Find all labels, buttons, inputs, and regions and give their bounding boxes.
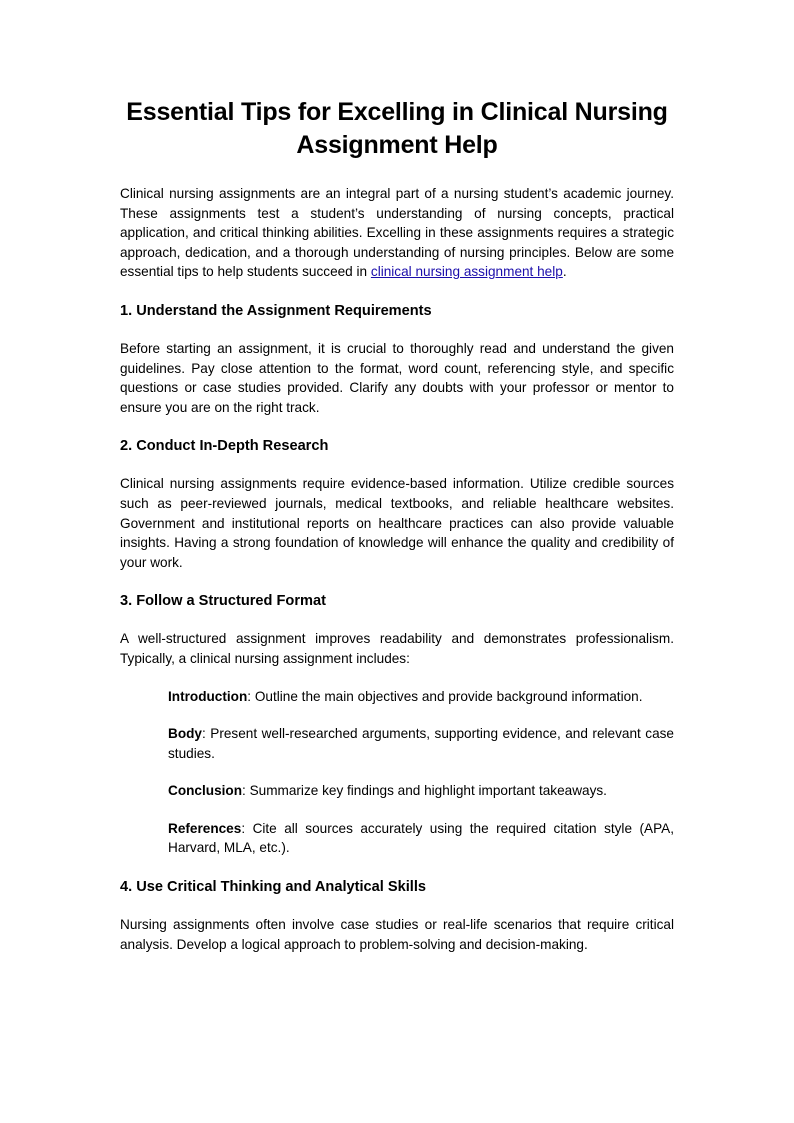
format-desc: : Cite all sources accurately using the required citation style (APA, Harvard, MLA, etc.). <box>168 820 674 856</box>
section-body-2: Clinical nursing assignments require evidence-based information. Utilize credible sources such as peer-reviewed journals, medical textbooks, and reliable healthcare websites. Government and institutional reports on healthcare practices can also provide valuable insights. Having a strong foundation of knowledge will enhance the quality and credibility of your work. <box>120 476 674 570</box>
section-body-4: Nursing assignments often involve case studies or real-life scenarios that require critical analysis. Develop a logical approach to problem-solving and decision-making. <box>120 917 674 952</box>
section-heading-2: 2. Conduct In-Depth Research <box>120 438 329 455</box>
section-body-3: A well-structured assignment improves readability and demonstrates professionalism. Typically, a clinical nursing assignment includes: <box>120 631 674 666</box>
format-term: Introduction <box>168 688 248 704</box>
intro-after-link: . <box>562 264 567 280</box>
section-heading-4: 4. Use Critical Thinking and Analytical Skills <box>120 879 427 896</box>
intro-text: Clinical nursing assignments are an integral part of a nursing student’s academic journey. These assignments test a student’s understanding of nursing concepts, practical application, and critical thinking abilities. Excelling in these assignments requires a strategic approach, dedication, and a thorough understanding of nursing principles. Below are some essential tips to help students succeed in <box>120 186 674 280</box>
format-term: Body <box>168 726 202 742</box>
format-term: Conclusion <box>168 783 243 799</box>
section-heading-1: 1. Understand the Assignment Requirements <box>120 302 432 319</box>
document-page <box>120 96 674 954</box>
section-body-1: Before starting an assignment, it is crucial to thoroughly read and understand the given guidelines. Pay close attention to the format, word count, referencing style, and specific questions or case studies provided. Clarify any doubts with your professor or mentor to ensure you are on the right track. <box>120 340 674 415</box>
document-title: Essential Tips for Excelling in Clinical Nursing Assignment Help <box>126 98 668 159</box>
format-item-references <box>168 819 674 858</box>
clinical-nursing-assignment-help-link[interactable]: clinical nursing assignment help <box>370 264 563 280</box>
format-item-conclusion <box>168 781 674 801</box>
format-term: References <box>168 820 242 836</box>
format-list <box>168 687 674 859</box>
format-desc: : Present well-researched arguments, supporting evidence, and relevant case studies. <box>168 726 674 761</box>
intro-paragraph <box>120 184 674 282</box>
format-item-body <box>168 724 674 763</box>
format-desc: : Outline the main objectives and provide background information. <box>247 688 643 704</box>
format-desc: : Summarize key findings and highlight important takeaways. <box>242 783 607 799</box>
format-item-introduction <box>168 687 674 707</box>
section-heading-3: 3. Follow a Structured Format <box>120 593 326 610</box>
